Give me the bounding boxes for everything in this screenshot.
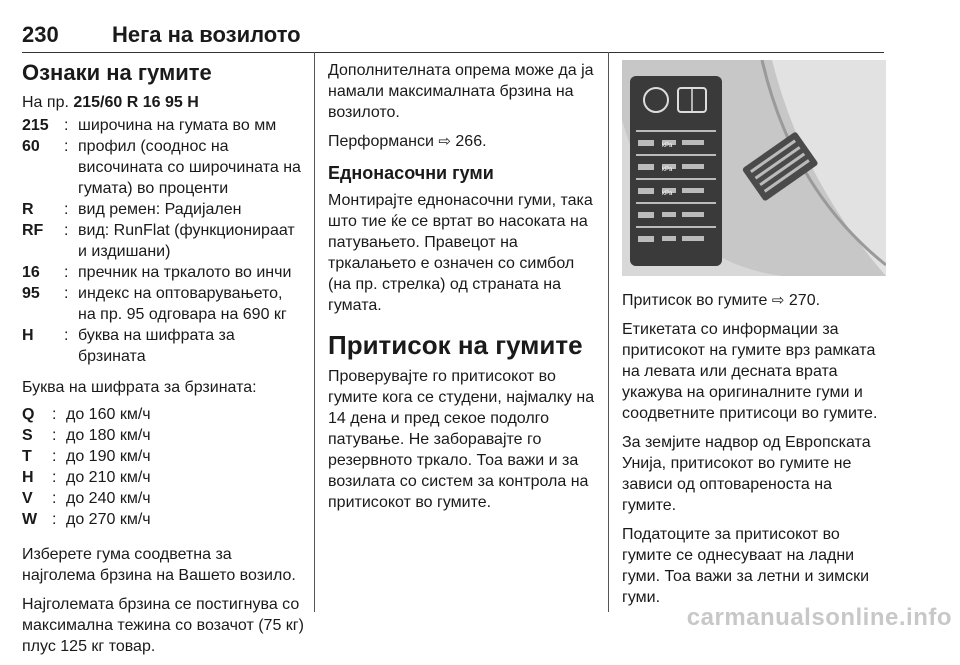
svg-text:kPa: kPa: [662, 167, 673, 173]
cross-reference[interactable]: Перформанси ⇨ 266.: [328, 133, 487, 150]
section-title-unidirectional: Еднонасочни гуми: [328, 163, 494, 183]
section-title-tire-pressure: Притисок на гумите: [328, 330, 583, 360]
column-3: [622, 60, 886, 616]
page-ref-number: 266.: [455, 133, 487, 150]
paragraph: Дополнителната опрема може да ја намали максималната брзина на возилото.: [328, 62, 594, 121]
example-prefix: На пр.: [22, 94, 74, 111]
paragraph: За земјите надвор од Европската Унија, притисокот во гумите не зависи од оптовареноста на гумите.: [622, 434, 871, 514]
list-item: Q : до 160 км/ч: [22, 406, 151, 423]
list-item: W : до 270 км/ч: [22, 511, 151, 528]
chapter-title: Нега на возилото: [112, 22, 301, 47]
list-item: 95 : индекс на оптоварувањето, на пр. 95 одговара на 690 кг: [22, 285, 287, 323]
speed-intro: Буква на шифрата за брзината:: [22, 379, 257, 396]
list-item: H : до 210 км/ч: [22, 469, 151, 486]
svg-text:kPa: kPa: [662, 143, 673, 149]
paragraph: Изберете гума соодветна за најголема брзина на Вашето возило.: [22, 546, 296, 584]
list-item: R : вид ремен: Радијален: [22, 201, 242, 218]
door-frame-label-illustration: [622, 60, 886, 276]
column-1: [22, 60, 304, 665]
speed-code-list: [22, 404, 304, 530]
list-item: RF : вид: RunFlat (функционираат и издишани): [22, 222, 295, 260]
cross-reference[interactable]: Притисок во гумите ⇨ 270.: [622, 292, 821, 309]
watermark-site: carmanualsonline.info: [686, 604, 952, 631]
column-divider-1: [314, 52, 315, 612]
list-item: H : буква на шифрата за брзината: [22, 327, 235, 365]
section-title-tire-markings: Ознаки на гумите: [22, 60, 212, 85]
list-item: V : до 240 км/ч: [22, 490, 151, 507]
page-ref-icon: ⇨: [771, 292, 785, 309]
column-divider-2: [608, 52, 609, 612]
column-2: [328, 60, 600, 521]
page-number: 230: [22, 22, 59, 47]
paragraph: Проверувајте го притисокот во гумите кога се студени, најмалку на 14 дена и пред секое подолго патување. Не заборавајте го резервното тркало. Тоа важи и за возилата со систем за контрола на притисокот во гумите.: [328, 368, 595, 511]
list-item: 60 : профил (сооднос на височината со широчината на гумата) во проценти: [22, 138, 301, 197]
page-ref-icon: ⇨: [438, 133, 451, 150]
paragraph: Монтирајте еднонасочни гуми, така што тие ќе се вртат во насоката на патувањето. Правецот на тркалањето е означен со симбол (на пр. стрелка) од страната на гумата.: [328, 192, 593, 314]
paragraph: Податоците за притисокот во гумите се однесуваат на ладни гуми. Тоа важи за летни и зимски гуми.: [622, 526, 870, 606]
illustration-svg: [622, 60, 886, 276]
page-ref-number: 270.: [788, 292, 821, 309]
list-item: T : до 190 км/ч: [22, 448, 151, 465]
example-line: [22, 92, 304, 113]
page-header: [22, 0, 884, 53]
list-item: S : до 180 км/ч: [22, 427, 151, 444]
list-item: 16 : пречник на тркалото во инчи: [22, 264, 292, 281]
tire-code-list: [22, 115, 304, 367]
example-code: 215/60 R 16 95 H: [73, 94, 199, 111]
paragraph: Етикетата со информации за притисокот на гумите врз рамката на левата или десната врата укажува на оригиналните гуми и соодветните притисоци во гумите.: [622, 321, 878, 422]
svg-text:kPa: kPa: [662, 191, 673, 197]
paragraph: Најголемата брзина се постигнува со максимална тежина со возачот (75 кг) плус 125 кг товар.: [22, 596, 304, 655]
list-item: 215 : широчина на гумата во мм: [22, 117, 277, 134]
